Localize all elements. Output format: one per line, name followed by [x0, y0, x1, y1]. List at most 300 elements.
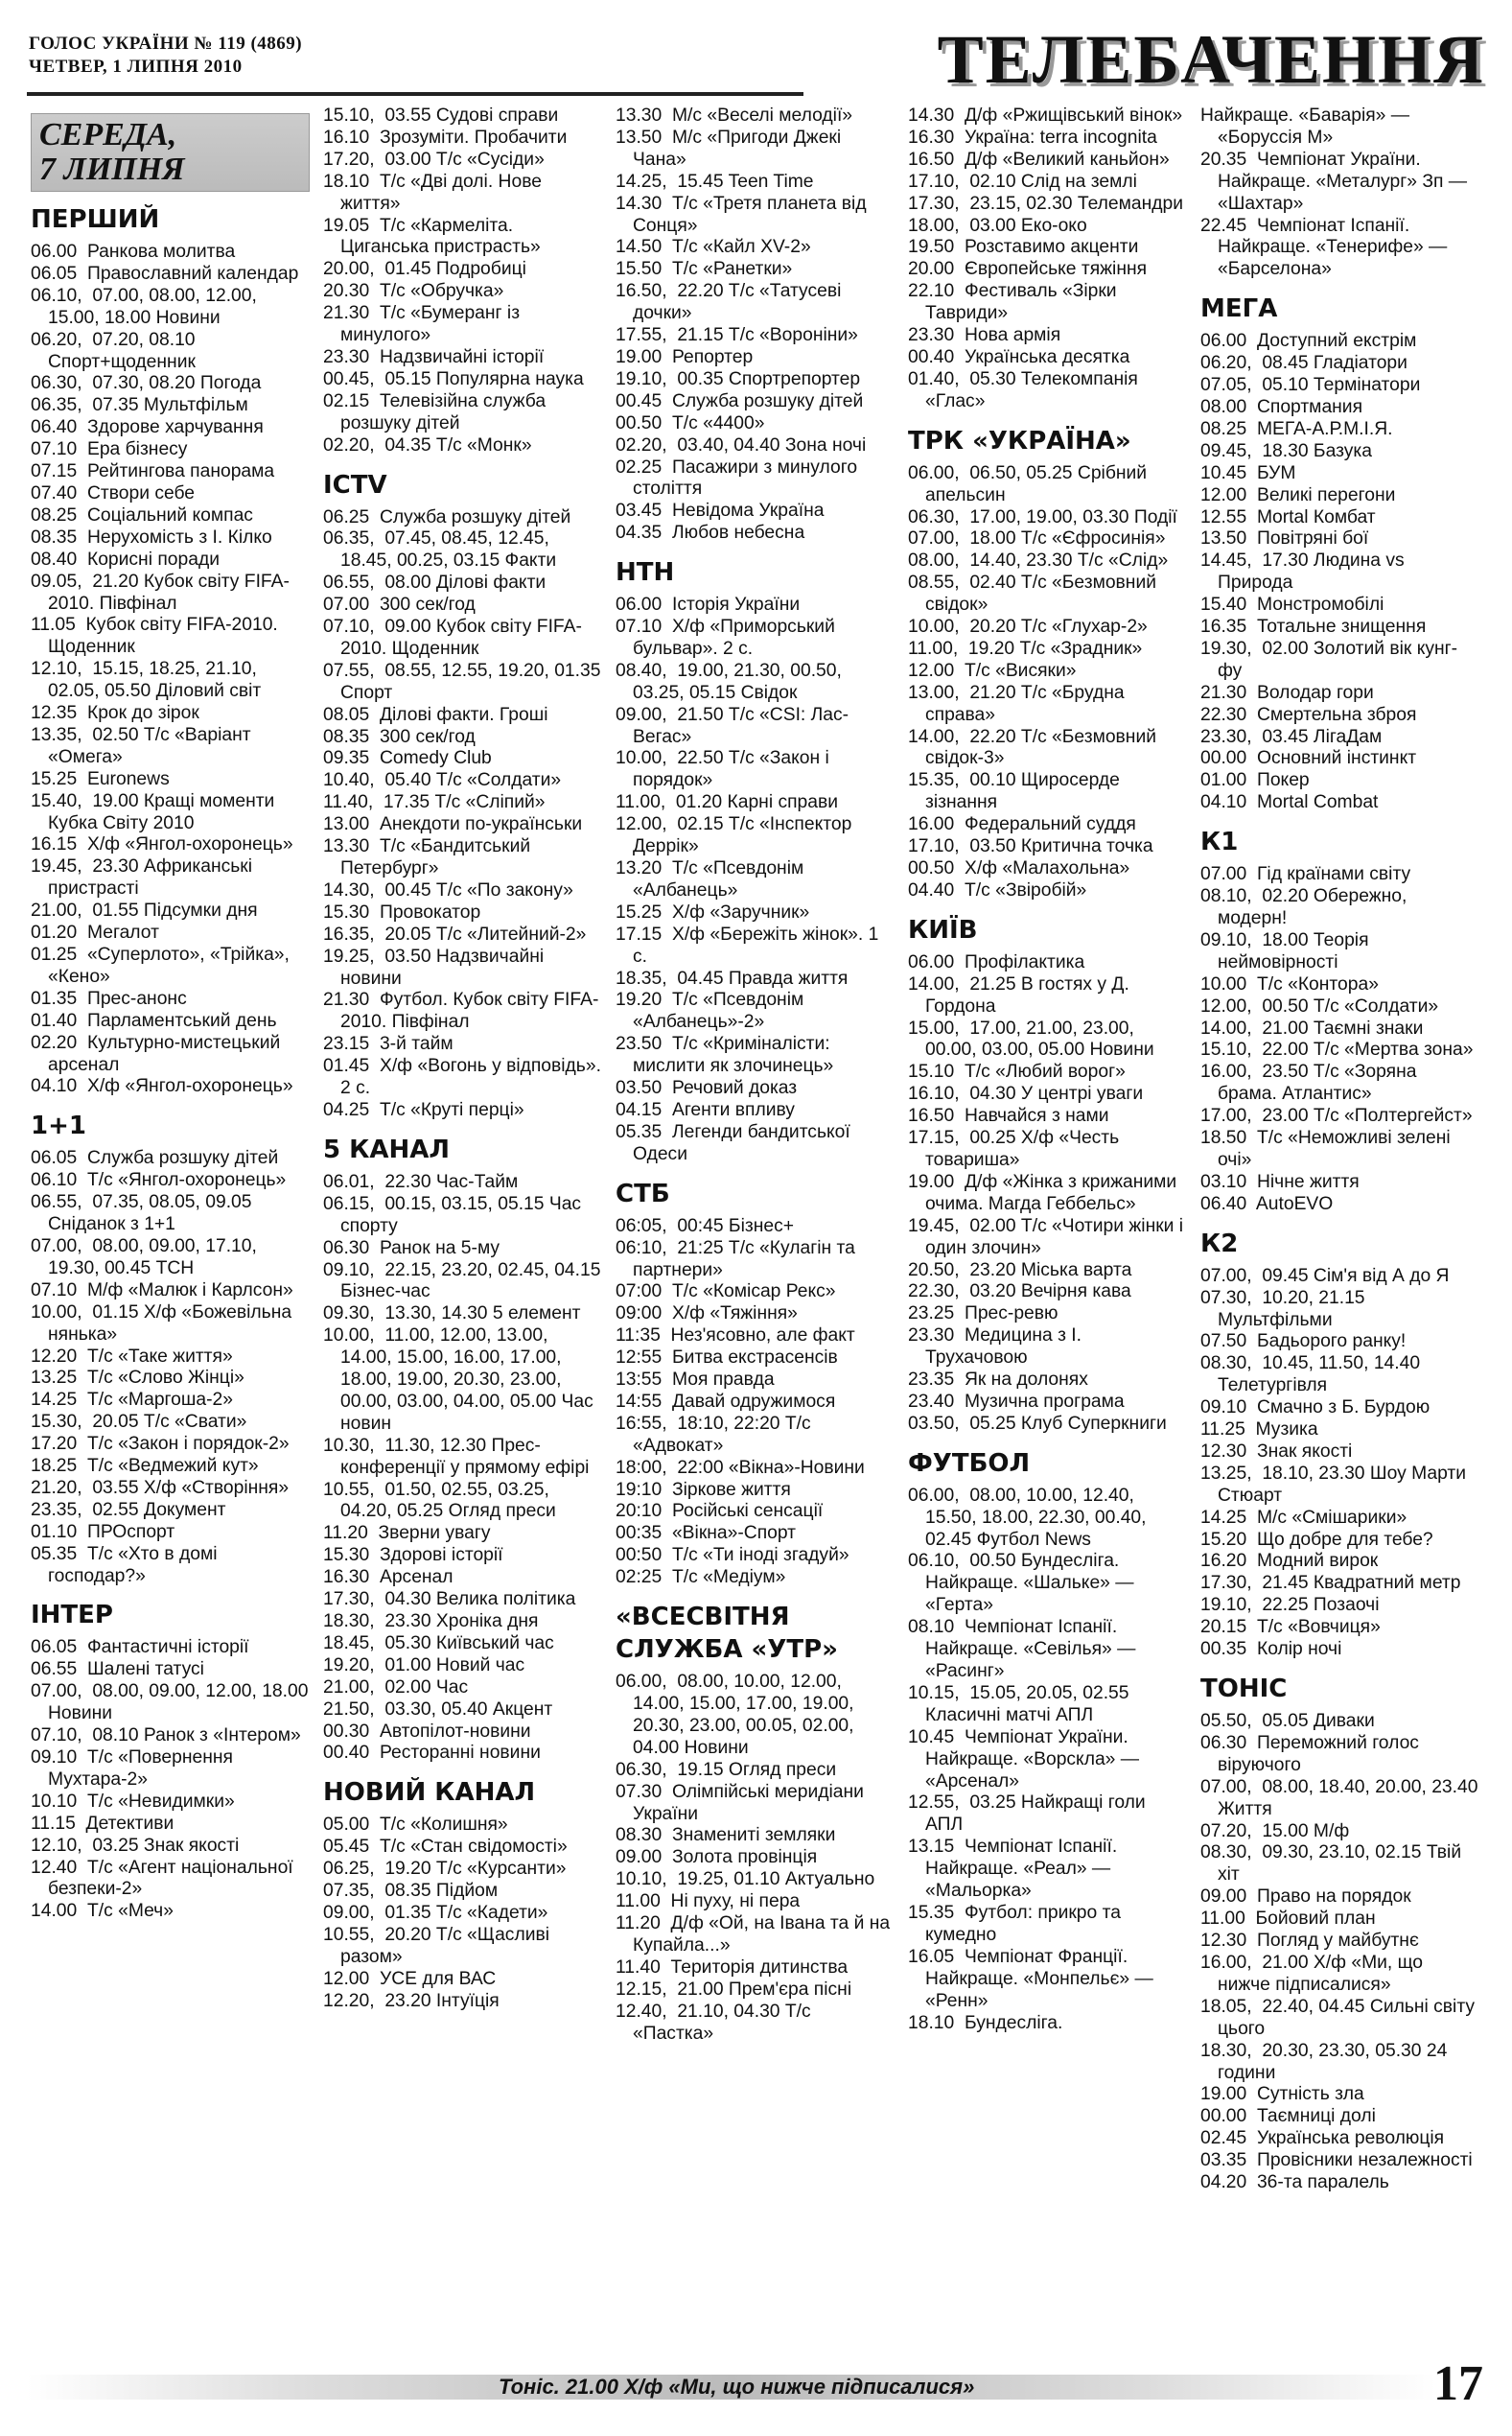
program-listing: 12.40 Т/с «Агент національної безпеки-2» [31, 1857, 299, 1900]
program-listing: 22.10 Фестиваль «Зірки Тавриди» [908, 281, 1122, 324]
program-listing: 06.55, 08.00 Ділові факти [323, 573, 547, 594]
program-listing: 10.15, 15.05, 20.05, 02.55 Класичні матчі АПЛ [908, 1682, 1134, 1725]
program-listing: 16.50 Навчайся з нами [908, 1106, 1109, 1127]
program-listing: 15.10 Т/с «Любий ворог» [908, 1062, 1126, 1083]
program-listing: 15.30, 20.05 Т/с «Свати» [31, 1412, 247, 1433]
day-heading-line1: СЕРЕДА, [39, 117, 177, 152]
program-listing: 09.10, 22.15, 23.20, 02.45, 04.15 Бізнес-час [323, 1259, 606, 1302]
program-listing: 16.05 Чемпіонат Франції. Найкраще. «Монпельє» — «Ренн» [908, 1946, 1159, 2011]
program-listing: 06:10, 21:25 Т/с «Кулагін та партнери» [616, 1237, 861, 1280]
program-listing: 06.25 Служба розшуку дітей [323, 506, 571, 527]
program-listing: 21.30 Володар гори [1200, 682, 1374, 703]
channel-heading: ТРК «УКРАЇНА» [908, 426, 1131, 456]
program-listing: 14.25 Т/с «Маргоша-2» [31, 1390, 233, 1411]
program-listing: 07.55, 08.55, 12.55, 19.20, 01.35 Спорт [323, 660, 606, 703]
program-listing: 12.00 Т/с «Висяки» [908, 660, 1077, 681]
program-listing: 12.30 Погляд у майбутнє [1200, 1931, 1419, 1952]
program-listing: 17.10, 03.50 Критична точка [908, 836, 1153, 857]
program-listing: 23.35 Як на долонях [908, 1370, 1088, 1391]
program-listing: 08.25 Соціальний компас [31, 504, 253, 526]
program-listing: 00.00 Таємниці долі [1200, 2106, 1376, 2127]
program-listing: 09.10 Смачно з Б. Бурдою [1200, 1397, 1431, 1418]
program-listing: 08.10 Чемпіонат Іспанії. Найкраще. «Севілья» — «Расинг» [908, 1617, 1141, 1681]
program-listing: 06.00 Історія України [616, 595, 801, 616]
program-listing: 09.30, 13.30, 14.30 5 елемент [323, 1303, 581, 1324]
program-listing: 12.40, 21.10, 04.30 Т/с «Пастка» [616, 2001, 817, 2044]
program-listing: 11.20 Д/ф «Ой, на Івана та й на Купайла...» [616, 1913, 896, 1956]
program-listing: 10.00, 20.20 Т/с «Глухар-2» [908, 617, 1148, 638]
program-listing: 07.10, 09.00 Кубок світу FIFA-2010. Щоденник [323, 617, 582, 659]
program-listing: 05.50, 05.05 Диваки [1200, 1711, 1375, 1731]
program-listing: 08.30 Знамениті земляки [616, 1825, 836, 1846]
program-listing: 16.10, 04.30 У центрі уваги [908, 1084, 1144, 1105]
program-listing: 04.35 Любов небесна [616, 523, 805, 544]
program-listing: 16.35, 20.05 Т/с «Литейний-2» [323, 924, 587, 945]
program-listing: 06.35, 07.45, 08.45, 12.45, 18.45, 00.25, 03.15 Факти [323, 528, 557, 572]
program-listing: 12.55 Mortal Комбат [1200, 506, 1376, 527]
program-listing: 00:35 «Вікна»-Спорт [616, 1523, 797, 1544]
program-listing: 06.00 Профілактика [908, 951, 1085, 972]
program-listing: 06.05 Фантастичні історії [31, 1637, 249, 1658]
program-listing: 19.45, 02.00 Т/с «Чотири жінки і один злочин» [908, 1215, 1189, 1258]
program-listing: 11.00 Бойовий план [1200, 1909, 1376, 1930]
program-listing: 14.00, 22.20 Т/с «Безмовний свідок-3» [908, 726, 1162, 769]
program-listing: 00.45 Служба розшуку дітей [616, 390, 864, 411]
program-listing: 15.25 Euronews [31, 768, 170, 789]
program-listing: 21.00, 02.00 Час [323, 1676, 469, 1698]
program-listing: 16.15 Х/ф «Янгол-охоронець» [31, 834, 293, 855]
program-listing: 08.40 Корисні поради [31, 549, 220, 570]
day-heading-line2: 7 ЛИПНЯ [39, 152, 185, 187]
program-listing: 06.10, 07.00, 08.00, 12.00, 15.00, 18.00 Новини [31, 285, 263, 328]
program-listing: 08.35 Нерухомість з І. Кілко [31, 527, 272, 548]
program-listing: 20.00, 01.45 Подробиці [323, 259, 526, 280]
program-listing: 06.30 Переможний голос віруючого [1200, 1732, 1425, 1775]
program-listing: 20:10 Російські сенсації [616, 1501, 824, 1522]
channel-heading: «ВСЕСВІТНЯ СЛУЖБА «УТР» [616, 1603, 838, 1665]
program-listing: 07.40 Створи себе [31, 482, 196, 504]
program-listing: 03.50, 05.25 Клуб Суперкниги [908, 1413, 1167, 1434]
program-listing: 06.10, 00.50 Бундесліга. Найкраще. «Шальке» — «Герта» [908, 1551, 1139, 1616]
program-listing: 18:00, 22:00 «Вікна»-Новини [616, 1457, 865, 1478]
program-listing: 16.20 Модний вирок [1200, 1551, 1379, 1572]
program-listing: 06.30, 07.30, 08.20 Погода [31, 373, 262, 394]
program-listing: 10.00, 01.15 Х/ф «Божевільна нянька» [31, 1301, 297, 1345]
program-listing: 06.25, 19.20 Т/с «Курсанти» [323, 1859, 567, 1880]
program-listing: 08.40, 19.00, 21.30, 00.50, 03.25, 05.15 Свідок [616, 660, 848, 703]
program-listing: 15.35 Футбол: прикро та кумедно [908, 1902, 1127, 1945]
program-listing: 06.01, 22.30 Час-Тайм [323, 1171, 519, 1192]
program-listing: 07.30 Олімпійські меридіани України [616, 1781, 870, 1824]
program-listing: 19.30, 02.00 Золотий вік кунг-фу [1200, 638, 1458, 681]
program-listing: 13.15 Чемпіонат Іспанії. Найкраще. «Реал» — «Мальорка» [908, 1837, 1123, 1902]
program-listing: 07.20, 15.00 М/ф [1200, 1820, 1350, 1841]
program-listing: Найкраще. «Баварія» — «Боруссія М» [1200, 105, 1415, 148]
program-listing: 17.20, 03.00 Т/с «Сусіди» [323, 149, 545, 170]
program-listing: 23.30, 03.45 ЛігаДам [1200, 726, 1383, 747]
program-listing: 00.35 Колір ночі [1200, 1639, 1342, 1660]
program-listing: 08.35 300 сек/год [323, 726, 476, 747]
program-listing: 06.35, 07.35 Мультфільм [31, 395, 248, 416]
program-listing: 17.00, 23.00 Т/с «Полтергейст» [1200, 1106, 1473, 1127]
channel-heading: К2 [1200, 1229, 1239, 1258]
program-listing: 07.05, 05.10 Термінатори [1200, 375, 1421, 396]
program-listing: 23.50 Т/с «Криміналісти: мислити як злочинець» [616, 1034, 835, 1077]
program-listing: 09.00 Право на порядок [1200, 1886, 1411, 1908]
program-listing: 16.00 Федеральний суддя [908, 814, 1136, 835]
program-listing: 13.00, 21.20 Т/с «Брудна справа» [908, 682, 1129, 725]
program-listing: 17.20 Т/с «Закон і порядок-2» [31, 1434, 290, 1455]
program-listing: 17.10, 02.10 Слід на землі [908, 171, 1137, 192]
program-listing: 07:00 Т/с «Комісар Рекс» [616, 1281, 836, 1302]
program-listing: 07.30, 10.20, 21.15 Мультфільми [1200, 1287, 1370, 1330]
program-listing: 17.55, 21.15 Т/с «Вороніни» [616, 325, 858, 346]
program-listing: 07.00, 09.45 Сім'я від А до Я [1200, 1265, 1450, 1286]
program-listing: 14.00 Т/с «Меч» [31, 1901, 174, 1922]
program-listing: 13.30 М/с «Веселі мелодії» [616, 105, 853, 126]
program-listing: 04.10 Х/ф «Янгол-охоронець» [31, 1076, 293, 1097]
program-listing: 21.00, 01.55 Підсумки дня [31, 901, 258, 922]
program-listing: 18.30, 20.30, 23.30, 05.30 24 години [1200, 2040, 1453, 2083]
channel-heading: НТН [616, 558, 675, 588]
channel-heading: ІНТЕР [31, 1601, 113, 1630]
program-listing: 01.10 ПРОспорт [31, 1521, 175, 1542]
program-listing: 16.30 Україна: terra incognita [908, 127, 1157, 148]
channel-heading: МЕГА [1200, 294, 1278, 324]
program-listing: 01.40, 05.30 Телекомпанія «Глас» [908, 368, 1144, 411]
channel-heading: ФУТБОЛ [908, 1448, 1031, 1478]
program-listing: 15.10, 22.00 Т/с «Мертва зона» [1200, 1040, 1474, 1061]
program-listing: 02.20, 04.35 Т/с «Монк» [323, 434, 532, 456]
program-listing: 23.30 Нова армія [908, 325, 1061, 346]
program-listing: 22.30, 03.20 Вечірня кава [908, 1281, 1131, 1302]
program-listing: 06.05 Православний календар [31, 263, 299, 284]
program-listing: 06.15, 00.15, 03.15, 05.15 Час спорту [323, 1193, 587, 1236]
program-listing: 15.25 Х/ф «Заручник» [616, 902, 810, 923]
program-listing: 23.30 Медицина з І. Трухачовою [908, 1325, 1087, 1369]
program-listing: 08.10, 02.20 Обережно, модерн! [1200, 886, 1412, 928]
program-listing: 04.15 Агенти впливу [616, 1099, 795, 1120]
program-listing: 15.40 Монстромобілі [1200, 595, 1384, 616]
day-heading [31, 113, 310, 192]
program-listing: 13.25 Т/с «Слово Жінці» [31, 1368, 244, 1389]
program-listing: 09.00 Золота провінція [616, 1847, 818, 1868]
program-listing: 00.40 Ресторанні новини [323, 1743, 541, 1764]
program-listing: 14.25 М/с «Смішарики» [1200, 1507, 1407, 1528]
program-listing: 17.30, 04.30 Велика політика [323, 1589, 576, 1610]
program-listing: 09.10, 18.00 Теорія неймовірності [1200, 929, 1374, 972]
program-listing: 16.35 Тотальне знищення [1200, 617, 1427, 638]
program-listing: 12.00 Великі перегони [1200, 484, 1396, 505]
program-listing: 14:55 Давай одружимося [616, 1391, 836, 1412]
program-listing: 06:05, 00:45 Бізнес+ [616, 1215, 794, 1236]
program-listing: 06.40 AutoEVO [1200, 1193, 1334, 1214]
program-listing: 06.00 Доступний екстрім [1200, 331, 1417, 352]
program-listing: 16.30 Арсенал [323, 1567, 454, 1588]
program-listing: 10.45 Чемпіонат України. Найкраще. «Ворскла» — «Арсенал» [908, 1726, 1145, 1792]
program-listing: 11.25 Музика [1200, 1419, 1318, 1441]
program-listing: 23.40 Музична програма [908, 1391, 1125, 1412]
program-listing: 06.20, 08.45 Гладіатори [1200, 353, 1407, 374]
program-listing: 06.30 Ранок на 5-му [323, 1237, 500, 1258]
program-listing: 13:55 Моя правда [616, 1370, 775, 1391]
program-listing: 08.00, 14.40, 23.30 Т/с «Слід» [908, 550, 1169, 572]
program-listing: 10.55, 01.50, 02.55, 03.25, 04.20, 05.25 Огляд преси [323, 1479, 556, 1522]
program-listing: 10.00, 22.50 Т/с «Закон і порядок» [616, 748, 835, 791]
program-listing: 08.00 Спортмания [1200, 396, 1363, 417]
program-listing: 16.50, 22.20 Т/с «Татусеві дочки» [616, 281, 847, 324]
program-listing: 08.30, 10.45, 11.50, 14.40 Телетургівля [1200, 1353, 1426, 1396]
program-listing: 11:35 Нез'ясовно, але факт [616, 1325, 855, 1347]
program-listing: 15.20 Що добре для тебе? [1200, 1529, 1433, 1550]
program-listing: 09.10 Т/с «Повернення Мухтара-2» [31, 1747, 239, 1790]
program-listing: 13.50 Повітряні бої [1200, 528, 1369, 550]
program-listing: 09:00 Х/ф «Тяжіння» [616, 1303, 798, 1324]
program-listing: 15.35, 00.10 Щиросерде зізнання [908, 770, 1126, 813]
program-listing: 08.05 Ділові факти. Гроші [323, 704, 548, 725]
program-listing: 12.15, 21.00 Прем'єра пісні [616, 1979, 852, 2000]
program-listing: 00.40 Українська десятка [908, 346, 1130, 367]
program-listing: 11.00 Ні пуху, ні пера [616, 1891, 801, 1912]
column-5 [1195, 105, 1487, 2359]
program-listing: 16.00, 21.00 Х/ф «Ми, що нижче підписалися» [1200, 1952, 1429, 1995]
program-listing: 07.10 М/ф «Малюк і Карлсон» [31, 1279, 293, 1300]
program-listing: 12.00, 02.15 Т/с «Інспектор Деррік» [616, 814, 857, 857]
program-listing: 18.10 Т/с «Дві долі. Нове життя» [323, 171, 547, 214]
program-listing: 07.00 Гід країнами світу [1200, 864, 1411, 885]
program-listing: 07.00, 18.00 Т/с «Єфросинія» [908, 528, 1166, 550]
program-listing: 11.40, 17.35 Т/с «Сліпий» [323, 792, 546, 813]
program-listing: 06.40 Здорове харчування [31, 417, 264, 438]
issue-line: ГОЛОС УКРАЇНИ № 119 (4869) [29, 34, 303, 54]
program-listing: 21.30 Т/с «Бумеранг із минулого» [323, 303, 525, 346]
program-listing: 09.00, 21.50 Т/с «CSI: Лас-Вегас» [616, 704, 849, 747]
program-listing: 14.25, 15.45 Teen Time [616, 171, 814, 192]
program-listing: 18.35, 04.45 Правда життя [616, 968, 849, 989]
program-listing: 12.30 Знак якості [1200, 1441, 1353, 1462]
program-listing: 12.35 Крок до зірок [31, 703, 199, 724]
program-listing: 17.15, 00.25 Х/ф «Честь товариша» [908, 1128, 1125, 1170]
column-1 [25, 105, 317, 2359]
program-listing: 00.50 Т/с «4400» [616, 412, 765, 433]
program-listing: 11.20 Зверни увагу [323, 1523, 491, 1544]
masthead-info [29, 33, 302, 79]
program-listing: 10.40, 05.40 Т/с «Солдати» [323, 770, 562, 791]
program-listing: 04.40 Т/с «Звіробій» [908, 879, 1087, 901]
program-listing: 21.30 Футбол. Кубок світу FIFA-2010. Півфінал [323, 990, 599, 1033]
program-listing: 23.35, 02.55 Документ [31, 1499, 226, 1520]
program-listing: 11.00, 19.20 Т/с «Зрадник» [908, 638, 1143, 659]
program-listing: 15.00, 17.00, 21.00, 23.00, 00.00, 03.00, 05.00 Новини [908, 1018, 1154, 1061]
channel-heading: ТОНІС [1200, 1675, 1288, 1703]
program-listing: 08.30, 09.30, 23.10, 02.15 Твій хіт [1200, 1842, 1467, 1886]
program-listing: 16.50 Д/ф «Великий каньйон» [908, 149, 1170, 170]
program-listing: 13.00 Анекдоти по-українськи [323, 814, 583, 835]
channel-heading: ICTV [323, 470, 387, 500]
program-listing: 11.15 Детективи [31, 1813, 174, 1834]
program-listing: 12.55, 03.25 Найкращі голи АПЛ [908, 1792, 1151, 1836]
channel-heading: К1 [1200, 828, 1239, 857]
program-listing: 10.00 Т/с «Контора» [1200, 973, 1379, 995]
program-listing: 07.00, 08.00, 18.40, 20.00, 23.40 Життя [1200, 1776, 1483, 1819]
program-listing: 01.20 Мегалот [31, 923, 159, 944]
program-listing: 19.20 Т/с «Псевдонім «Албанець»-2» [616, 990, 809, 1033]
program-listing: 01.35 Прес-анонс [31, 988, 187, 1009]
program-listing: 19.10, 00.35 Спортрепортер [616, 368, 861, 389]
program-listing: 16.00, 23.50 Т/с «Зоряна брама. Атлантис» [1200, 1062, 1422, 1105]
program-listing: 16.10 Зрозуміти. Пробачити [323, 127, 568, 148]
program-listing: 15.30 Провокатор [323, 902, 481, 923]
program-listing: 07.50 Бадьорого ранку! [1200, 1331, 1407, 1352]
program-listing: 23.15 3-й тайм [323, 1034, 454, 1055]
program-listing: 10.30, 11.30, 12.30 Прес-конференції у прямому ефірі [323, 1435, 590, 1478]
program-listing: 13.30 Т/с «Бандитський Петербург» [323, 836, 536, 878]
program-listing: 13.35, 02.50 Т/с «Варіант «Омега» [31, 724, 256, 767]
program-listing: 02.20 Культурно-мистецький арсенал [31, 1032, 286, 1075]
program-listing: 03.45 Невідома Україна [616, 501, 825, 522]
tv-schedule [25, 105, 1488, 2359]
program-listing: 14.30 Т/с «Третя планета від Сонця» [616, 193, 872, 236]
program-listing: 10.45 БУМ [1200, 462, 1296, 483]
program-listing: 14.00, 21.00 Таємні знаки [1200, 1018, 1424, 1039]
program-listing: 11.40 Територія дитинства [616, 1956, 849, 1978]
program-listing: 07.00, 08.00, 09.00, 12.00, 18.00 Новини [31, 1681, 314, 1724]
program-listing: 19.05 Т/с «Кармеліта. Циганська пристрасть» [323, 215, 541, 258]
program-listing: 04.25 Т/с «Круті перці» [323, 1099, 524, 1120]
program-listing: 20.30 Т/с «Обручка» [323, 281, 504, 302]
program-listing: 19.20, 01.00 Новий час [323, 1654, 525, 1675]
program-listing: 05.00 Т/с «Колишня» [323, 1815, 508, 1836]
program-listing: 04.20 36-та паралель [1200, 2172, 1389, 2193]
program-listing: 12.00, 00.50 Т/с «Солдати» [1200, 995, 1439, 1017]
footer-promo: Тоніс. 21.00 Х/ф «Ми, що нижче підписалися» [499, 2375, 975, 2399]
program-listing: 21.50, 03.30, 05.40 Акцент [323, 1698, 553, 1720]
program-listing: 06.00, 08.00, 10.00, 12.00, 14.00, 15.00, 17.00, 19.00, 20.30, 23.00, 00.05, 02.00, 04.00 Новини [616, 1672, 859, 1758]
program-listing: 06.55, 07.35, 08.05, 09.05 Сніданок з 1+1 [31, 1192, 257, 1235]
program-listing: 07.10 Х/ф «Приморський бульвар». 2 с. [616, 617, 841, 659]
program-listing: 12.10, 03.25 Знак якості [31, 1835, 240, 1856]
program-listing: 13.50 М/с «Пригоди Джекі Чана» [616, 127, 847, 170]
program-listing: 14.50 Т/с «Кайл XV-2» [616, 237, 811, 258]
program-listing: 07.35, 08.35 Підйом [323, 1881, 499, 1902]
page-number: 17 [1433, 2356, 1483, 2411]
channel-heading: НОВИЙ КАНАЛ [323, 1778, 536, 1808]
program-listing: 06.10 Т/с «Янгол-охоронець» [31, 1170, 287, 1191]
program-listing: 18.45, 05.30 Київський час [323, 1632, 554, 1653]
program-listing: 15.10, 03.55 Судові справи [323, 105, 559, 126]
program-listing: 06.30, 17.00, 19.00, 03.30 Події [908, 506, 1177, 527]
date-line: ЧЕТВЕР, 1 ЛИПНЯ 2010 [29, 57, 243, 77]
program-listing: 03.10 Нічне життя [1200, 1171, 1360, 1192]
program-listing: 07.10, 08.10 Ранок з «Інтером» [31, 1725, 301, 1746]
program-listing: 10.10, 19.25, 01.10 Актуально [616, 1869, 875, 1890]
program-listing: 00:50 Т/с «Ти іноді згадуй» [616, 1545, 849, 1566]
program-listing: 10.10 Т/с «Невидимки» [31, 1791, 235, 1812]
program-listing: 07.10 Ера бізнесу [31, 439, 188, 460]
program-listing: 04.10 Mortal Combat [1200, 792, 1379, 813]
program-listing: 19.10, 22.25 Позаочі [1200, 1595, 1380, 1616]
program-listing: 05.45 Т/с «Стан свідомості» [323, 1837, 568, 1858]
program-listing: 06.05 Служба розшуку дітей [31, 1148, 279, 1169]
program-listing: 09.45, 18.30 Базука [1200, 440, 1372, 461]
program-listing: 15.30 Здорові історії [323, 1545, 503, 1566]
program-listing: 02.25 Пасажири з минулого століття [616, 457, 863, 500]
program-listing: 19.00 Сутність зла [1200, 2084, 1364, 2105]
program-listing: 12.20, 23.20 Інтуїція [323, 1990, 500, 2011]
section-title: ТЕЛЕБАЧЕННЯ [937, 21, 1485, 98]
program-listing: 09.00, 01.35 Т/с «Кадети» [323, 1902, 548, 1923]
program-listing: 20.00 Європейське тяжіння [908, 259, 1148, 280]
program-listing: 16:55, 18:10, 22:20 Т/с «Адвокат» [616, 1413, 817, 1456]
program-listing: 19.45, 23.30 Африканські пристрасті [31, 856, 258, 900]
program-listing: 05.35 Т/с «Хто в домі господар?» [31, 1543, 222, 1586]
program-listing: 06.00, 08.00, 10.00, 12.40, 15.50, 18.00, 22.30, 00.40, 02.45 Футбол News [908, 1485, 1151, 1550]
program-listing: 02.45 Українська революція [1200, 2128, 1445, 2149]
program-listing: 11.05 Кубок світу FIFA-2010. Щоденник [31, 615, 284, 658]
program-listing: 19:10 Зіркове життя [616, 1479, 791, 1500]
program-listing: 06.20, 07.20, 08.10 Спорт+щоденник [31, 329, 200, 372]
program-listing: 20.50, 23.20 Міська варта [908, 1259, 1132, 1280]
program-listing: 12.00 УСЕ для ВАС [323, 1968, 497, 1989]
column-4 [902, 105, 1195, 2359]
program-listing: 08.55, 02.40 Т/с «Безмовний свідок» [908, 573, 1162, 616]
program-listing: 06.55 Шалені татусі [31, 1659, 204, 1680]
program-listing: 03.35 Провісники незалежності [1200, 2150, 1473, 2171]
program-listing: 01.45 Х/ф «Вогонь у відповідь». 2 с. [323, 1056, 607, 1099]
program-listing: 01.25 «Суперлото», «Трійка», «Кено» [31, 945, 295, 987]
program-listing: 21.20, 03.55 Х/ф «Створіння» [31, 1477, 290, 1498]
program-listing: 02.20, 03.40, 04.40 Зона ночі [616, 434, 867, 456]
program-listing: 19.25, 03.50 Надзвичайні новини [323, 946, 549, 989]
channel-heading: КИЇВ [908, 915, 978, 945]
program-listing: 18.50 Т/с «Неможливі зелені очі» [1200, 1128, 1456, 1170]
program-listing: 01.00 Покер [1200, 770, 1310, 791]
program-listing: 19.00 Репортер [616, 346, 754, 367]
program-listing: 12.10, 15.15, 18.25, 21.10, 02.05, 05.50 Діловий світ [31, 659, 263, 702]
program-listing: 14.45, 17.30 Людина vs Природа [1200, 550, 1410, 594]
program-listing: 02.15 Телевізійна служба розшуку дітей [323, 390, 551, 433]
program-listing: 23.25 Прес-ревю [908, 1303, 1058, 1324]
column-2 [317, 105, 610, 2359]
program-listing: 12:55 Битва екстрасенсів [616, 1347, 838, 1369]
program-listing: 18.30, 23.30 Хроніка дня [323, 1611, 539, 1631]
program-listing: 20.15 Т/с «Вовчиця» [1200, 1617, 1381, 1638]
program-listing: 07.00 300 сек/год [323, 595, 476, 616]
program-listing: 18.25 Т/с «Ведмежий кут» [31, 1456, 259, 1477]
program-listing: 19.00 Д/ф «Жінка з крижаними очима. Магда Геббельс» [908, 1171, 1182, 1214]
program-listing: 06.00, 06.50, 05.25 Срібний апельсин [908, 462, 1152, 505]
program-listing: 05.35 Легенди бандитської Одеси [616, 1121, 856, 1164]
program-listing: 00.30 Автопілот-новини [323, 1721, 531, 1742]
header-rule [27, 92, 803, 96]
program-listing: 06.00 Ранкова молитва [31, 242, 236, 262]
program-listing: 17.15 Х/ф «Бережіть жінок». 1 с. [616, 924, 884, 967]
program-listing: 06.30, 19.15 Огляд преси [616, 1759, 837, 1780]
program-listing: 10.55, 20.20 Т/с «Щасливі разом» [323, 1924, 555, 1967]
program-listing: 13.20 Т/с «Псевдонім «Албанець» [616, 858, 809, 901]
channel-heading: СТБ [616, 1179, 670, 1208]
program-listing: 20.35 Чемпіонат України. Найкраще. «Металург» Зп — «Шахтар» [1200, 149, 1473, 214]
program-listing: 11.00, 01.20 Карні справи [616, 792, 839, 813]
program-listing: 22.30 Смертельна зброя [1200, 704, 1417, 725]
column-3 [610, 105, 902, 2359]
program-listing: 13.25, 18.10, 23.30 Шоу Марти Стюарт [1200, 1463, 1472, 1506]
program-listing: 17.30, 21.45 Квадратний метр [1200, 1573, 1461, 1594]
channel-heading: 1+1 [31, 1112, 86, 1141]
channel-heading: 5 КАНАЛ [323, 1135, 450, 1164]
program-listing: 09.05, 21.20 Кубок світу FIFA-2010. Півфінал [31, 571, 290, 614]
program-listing: 18.00, 03.00 Еко-око [908, 215, 1087, 236]
